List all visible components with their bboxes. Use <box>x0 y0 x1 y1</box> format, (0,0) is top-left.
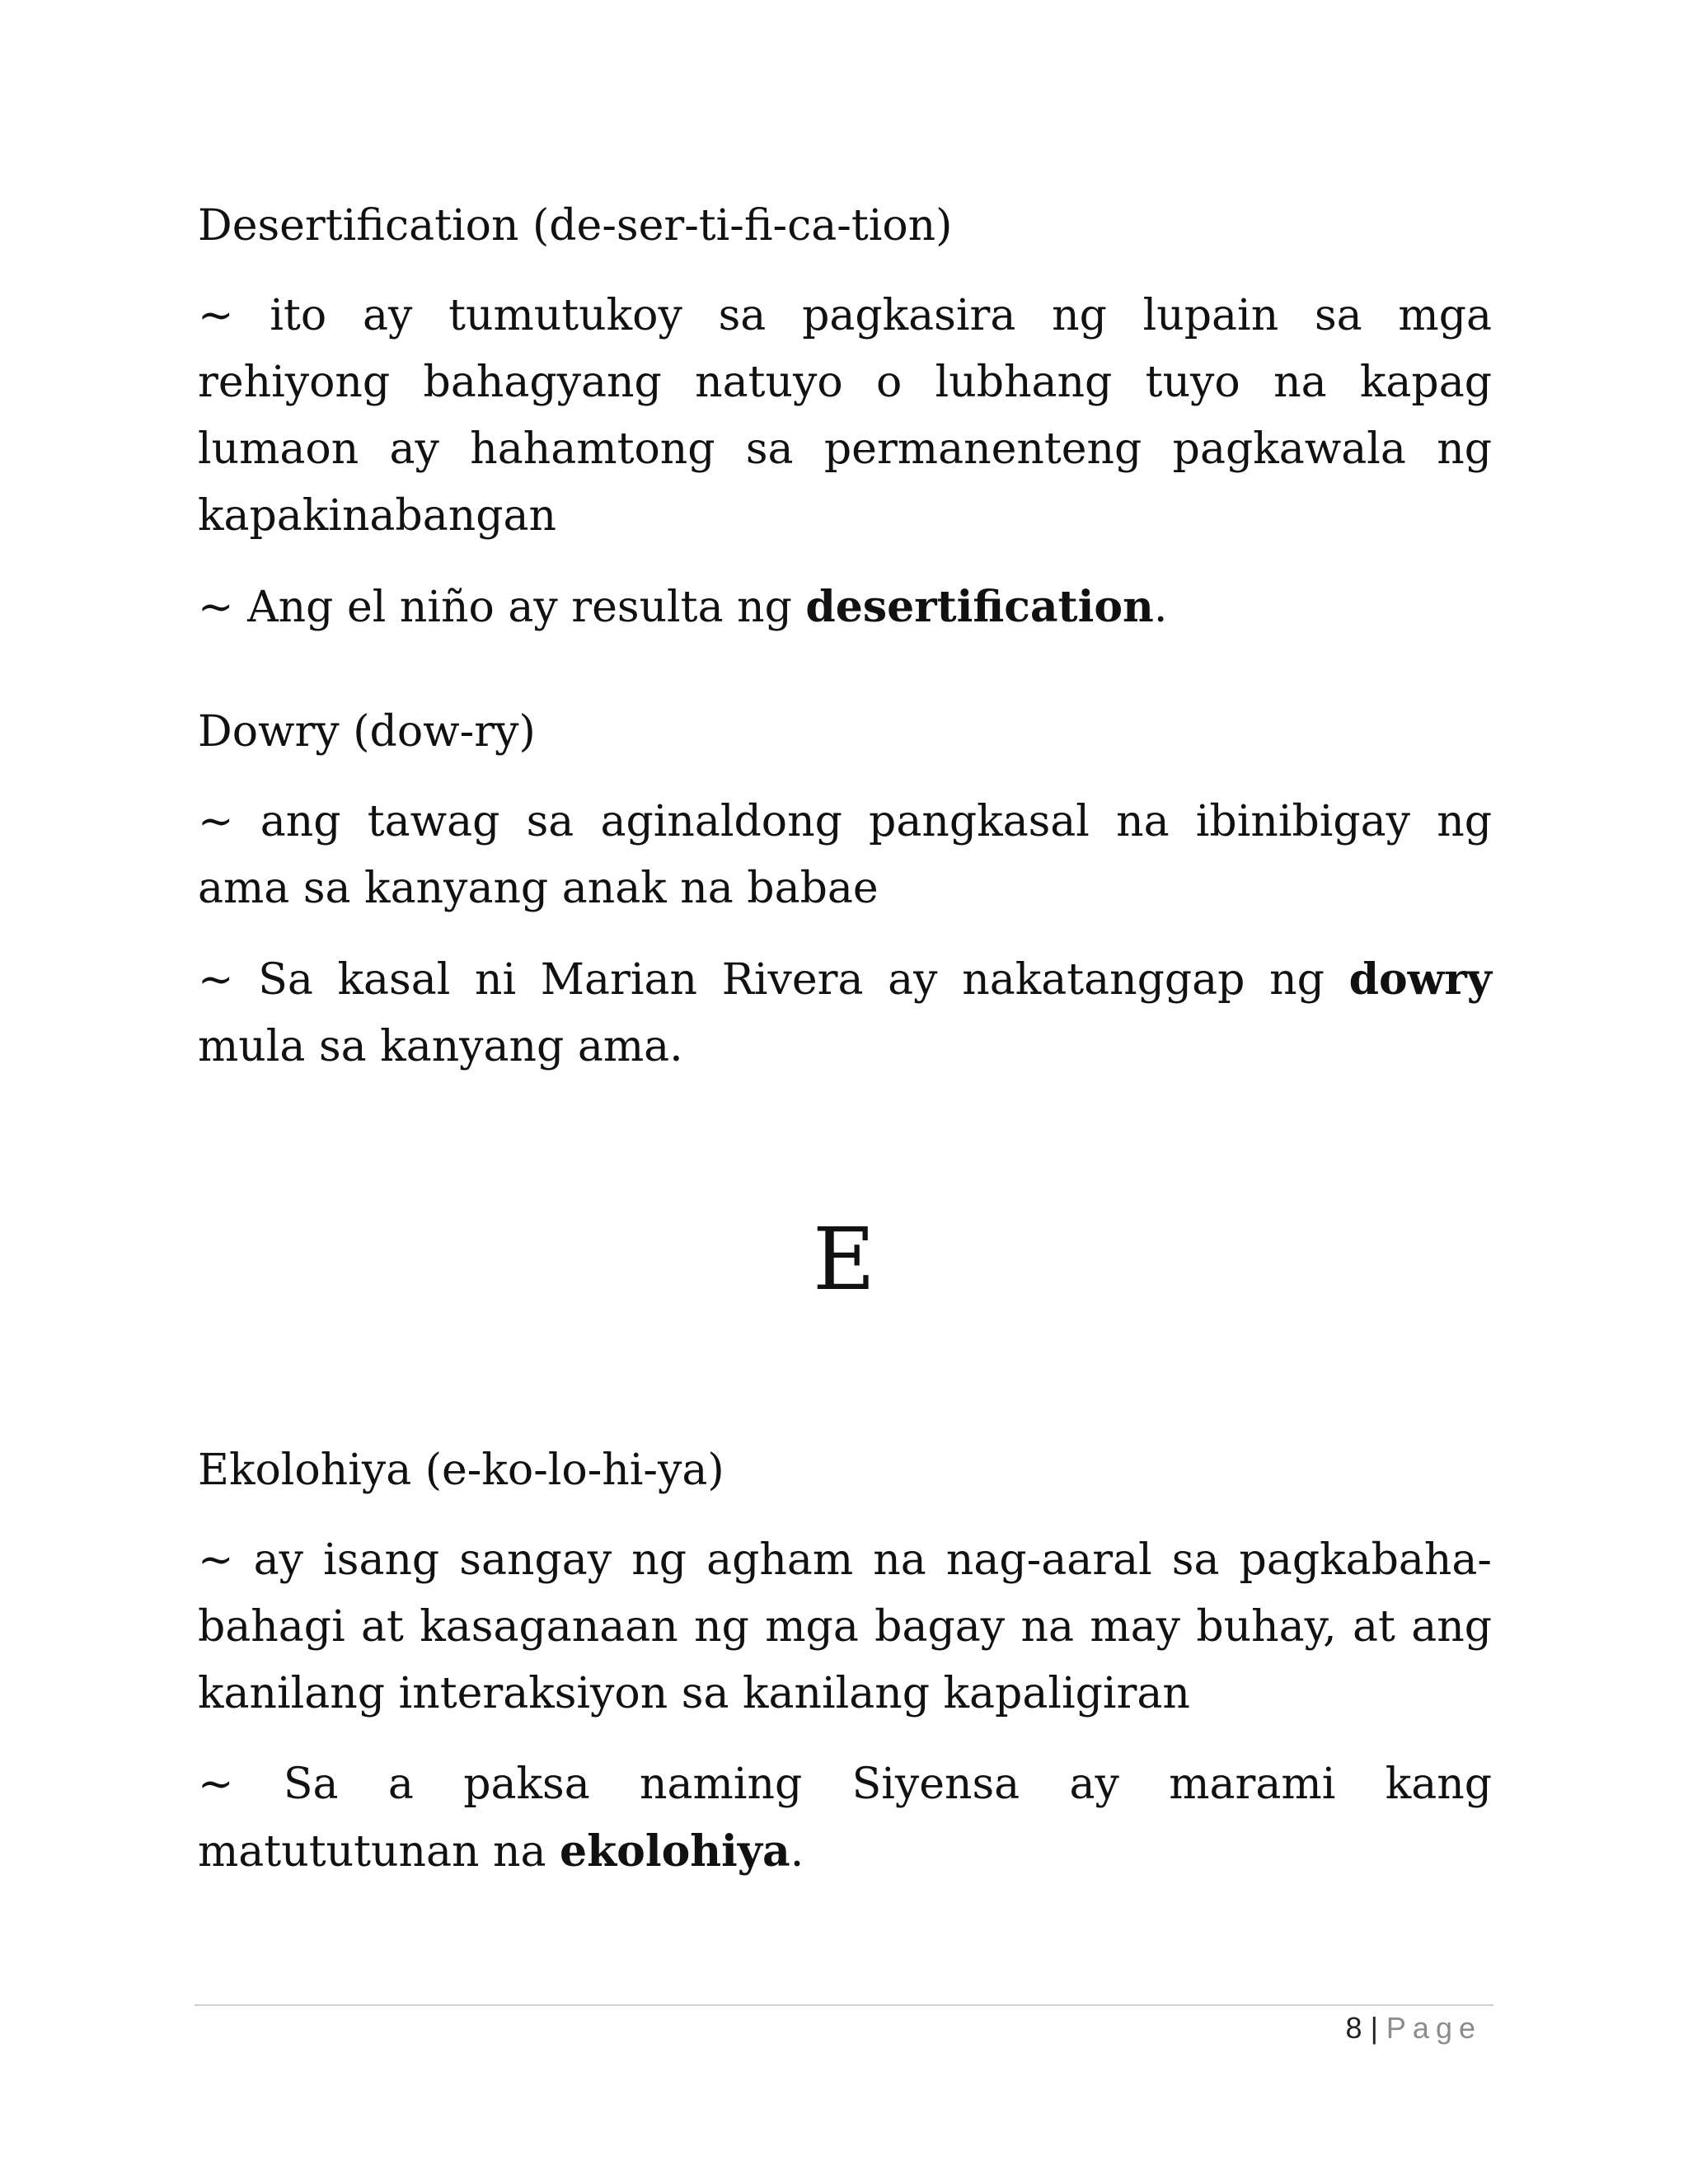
example-text: ~ Ang el niño ay resulta ng <box>198 583 806 632</box>
glossary-entry-desertification <box>198 193 1492 641</box>
entry-example <box>198 574 1492 641</box>
example-text-end: mula sa kanyang ama. <box>198 1022 683 1071</box>
example-text: ~ Sa kasal ni Marian Rivera ay nakatanggap ng <box>198 955 1349 1005</box>
entry-example <box>198 1751 1492 1886</box>
entry-example <box>198 946 1492 1080</box>
glossary-entry-ekolohiya <box>198 1437 1492 1886</box>
glossary-entry-dowry <box>198 699 1492 1080</box>
example-term: desertification <box>805 582 1154 632</box>
example-text: ~ Sa a paksa naming Siyensa ay marami kang matututunan na <box>198 1760 1492 1877</box>
entry-definition: ~ ay isang sangay ng agham na nag-aaral sa pagkabaha-bahagi at kasaganaan ng mga bagay na may buhay, at ang kanilang interaksiyon sa kanilang kapaligiran <box>198 1535 1492 1718</box>
page-number: 8 <box>1345 2011 1362 2045</box>
example-text-end: . <box>790 1827 804 1877</box>
example-term: ekolohiya <box>560 1826 790 1877</box>
entry-heading: Desertification (de-ser-ti-fi-ca-tion) <box>198 201 953 251</box>
page-footer <box>1346 2009 1482 2047</box>
example-term: dowry <box>1348 954 1492 1005</box>
example-text-end: . <box>1153 583 1168 632</box>
page-label: Page <box>1386 2011 1482 2045</box>
footer-separator: | <box>1370 2011 1378 2045</box>
entry-heading: Dowry (dow-ry) <box>198 707 536 757</box>
entry-definition: ~ ito ay tumutukoy sa pagkasira ng lupain sa mga rehiyong bahagyang natuyo o lubhang tuyo na kapag lumaon ay hahamtong sa permanenteng pagkawala ng kapakinabangan <box>198 291 1492 541</box>
entry-heading: Ekolohiya (e-ko-lo-hi-ya) <box>198 1446 724 1495</box>
section-letter: E <box>813 1209 875 1310</box>
footer-divider <box>195 2004 1493 2006</box>
entry-definition: ~ ang tawag sa aginaldong pangkasal na ibinibigay ng ama sa kanyang anak na babae <box>198 797 1492 913</box>
